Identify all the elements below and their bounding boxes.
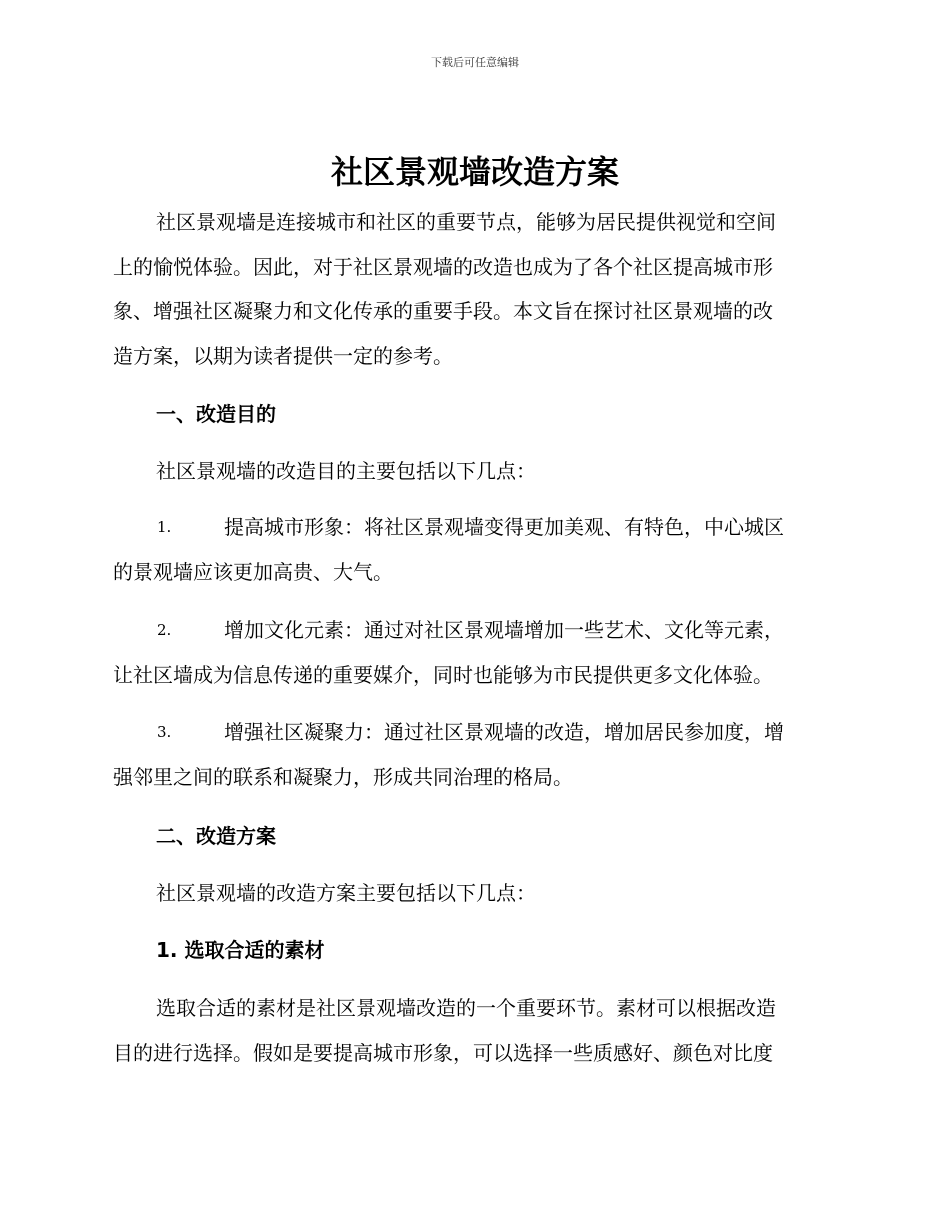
intro-paragraph xyxy=(113,200,833,378)
list-item-first-line: 增加文化元素：通过对社区景观墙增加一些艺术、文化等元素， xyxy=(224,618,784,642)
list-item-rest: 让社区墙成为信息传递的重要媒介，同时也能够为市民提供更多文化体验。 xyxy=(113,663,773,687)
list-item-first-line: 增强社区凝聚力：通过社区景观墙的改造，增加居民参加度，增 xyxy=(224,720,784,744)
sub1-line-2: 目的进行选择。假如是要提高城市形象，可以选择一些质感好、颜色对比度 xyxy=(113,1040,773,1065)
sub1-line-1: 选取合适的素材是社区景观墙改造的一个重要环节。素材可以根据改造 xyxy=(156,996,776,1020)
section1-intro: 社区景观墙的改造目的主要包括以下几点： xyxy=(156,459,536,483)
intro-line-4: 造方案，以期为读者提供一定的参考。 xyxy=(113,343,453,368)
intro-line-3: 象、增强社区凝聚力和文化传承的重要手段。本文旨在探讨社区景观墙的改 xyxy=(113,299,773,324)
list-number: 1. xyxy=(157,518,172,536)
list-item-rest: 的景观墙应该更加高贵、大气。 xyxy=(113,560,393,584)
intro-line-2: 上的愉悦体验。因此，对于社区景观墙的改造也成为了各个社区提高城市形 xyxy=(113,254,773,279)
header-note: 下载后可任意编辑 xyxy=(431,56,519,69)
list-number: 3. xyxy=(157,723,172,741)
list-item-rest: 强邻里之间的联系和凝聚力，形成共同治理的格局。 xyxy=(113,765,573,789)
list-number: 2. xyxy=(157,621,172,639)
sub1-paragraph xyxy=(113,986,833,1075)
document-title: 社区景观墙改造方案 xyxy=(330,153,619,191)
intro-line-1: 社区景观墙是连接城市和社区的重要节点，能够为居民提供视觉和空间 xyxy=(156,210,776,234)
list-item-1 xyxy=(113,505,833,595)
section-heading-1: 一、改造目的 xyxy=(156,402,276,426)
section2-intro: 社区景观墙的改造方案主要包括以下几点： xyxy=(156,881,536,905)
section-heading-2: 二、改造方案 xyxy=(156,824,276,848)
list-item-3 xyxy=(113,710,833,800)
sub-heading-1: 1. 选取合适的素材 xyxy=(156,938,325,962)
list-item-first-line: 提高城市形象：将社区景观墙变得更加美观、有特色，中心城区 xyxy=(224,515,784,539)
list-item-2 xyxy=(113,608,833,698)
